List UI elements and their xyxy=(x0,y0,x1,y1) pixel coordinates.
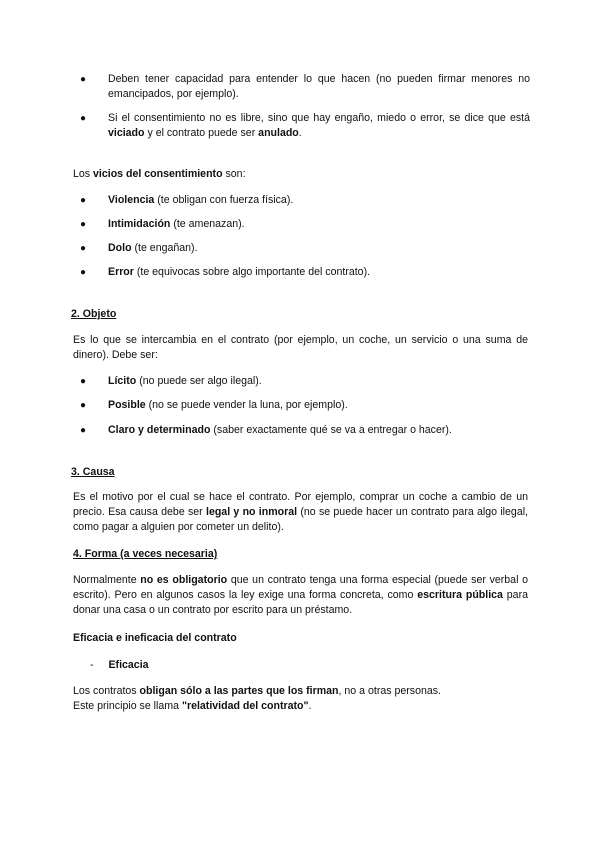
bullet-icon: ● xyxy=(80,400,87,411)
eficacia-line2: Este principio se llama "relatividad del contrato". xyxy=(73,700,312,712)
vicio-item: ● Intimidación (te amenazan). xyxy=(80,218,245,230)
bullet-text: Si el consentimiento no es libre, sino que hay engaño, miedo o error, se dice que está viciado y el contrato puede ser anulado. xyxy=(108,112,530,139)
heading-forma: 4. Forma (a veces necesaria) xyxy=(73,548,218,560)
dash-item-eficacia xyxy=(90,658,530,673)
dash-marker: - xyxy=(90,659,94,671)
vicio-item: ● Dolo (te engañan). xyxy=(80,242,198,254)
vicios-intro: Los vicios del consentimiento son: xyxy=(73,168,246,180)
heading-objeto: 2. Objeto xyxy=(71,308,117,320)
objeto-item: ● Posible (no se puede vender la luna, por ejemplo). xyxy=(80,399,348,411)
causa-text: Es el motivo por el cual se hace el contrato. Por ejemplo, comprar un coche a cambio de un precio. Esa causa debe ser legal y no inmoral (no se puede hacer un contrato para algo ilegal, como pagar a alguien por cometer un delito). xyxy=(73,491,529,533)
eficacia-line1: Los contratos obligan sólo a las partes que los firman, no a otras personas. xyxy=(73,685,441,697)
bullet-icon: ● xyxy=(80,243,87,254)
vicio-item: ● Violencia (te obligan con fuerza física). xyxy=(80,194,294,206)
bullet-text: Deben tener capacidad para entender lo que hacen (no pueden firmar menores no emancipados, por ejemplo). xyxy=(108,73,530,100)
bullet-icon: ● xyxy=(80,267,87,278)
bullet-consentimiento xyxy=(80,111,530,141)
bullet-icon: ● xyxy=(80,219,87,230)
bullet-icon: ● xyxy=(80,425,87,436)
heading-causa: 3. Causa xyxy=(71,466,115,478)
bullet-icon: ● xyxy=(80,376,87,387)
bullet-icon: ● xyxy=(80,195,87,206)
subheading-eficacia: Eficacia xyxy=(108,659,149,671)
bullet-icon: ● xyxy=(80,74,87,85)
vicio-item: ● Error (te equivocas sobre algo importante del contrato). xyxy=(80,266,371,278)
forma-text: Normalmente no es obligatorio que un contrato tenga una forma especial (puede ser verbal o escrito). Pero en algunos casos la ley exige una forma concreta, como escritura pública para donar una casa o un contrato por escrito para un préstamo. xyxy=(73,574,529,616)
bullet-icon: ● xyxy=(80,113,87,124)
objeto-item: ● Lícito (no puede ser algo ilegal). xyxy=(80,375,262,387)
objeto-text: Es lo que se intercambia en el contrato (por ejemplo, un coche, un servicio o una suma de dinero). Debe ser: xyxy=(73,334,528,361)
objeto-item: ● Claro y determinado (saber exactamente qué se va a entregar o hacer). xyxy=(80,424,452,436)
heading-eficacia: Eficacia e ineficacia del contrato xyxy=(73,632,237,644)
bullet-capacidad xyxy=(80,72,530,102)
